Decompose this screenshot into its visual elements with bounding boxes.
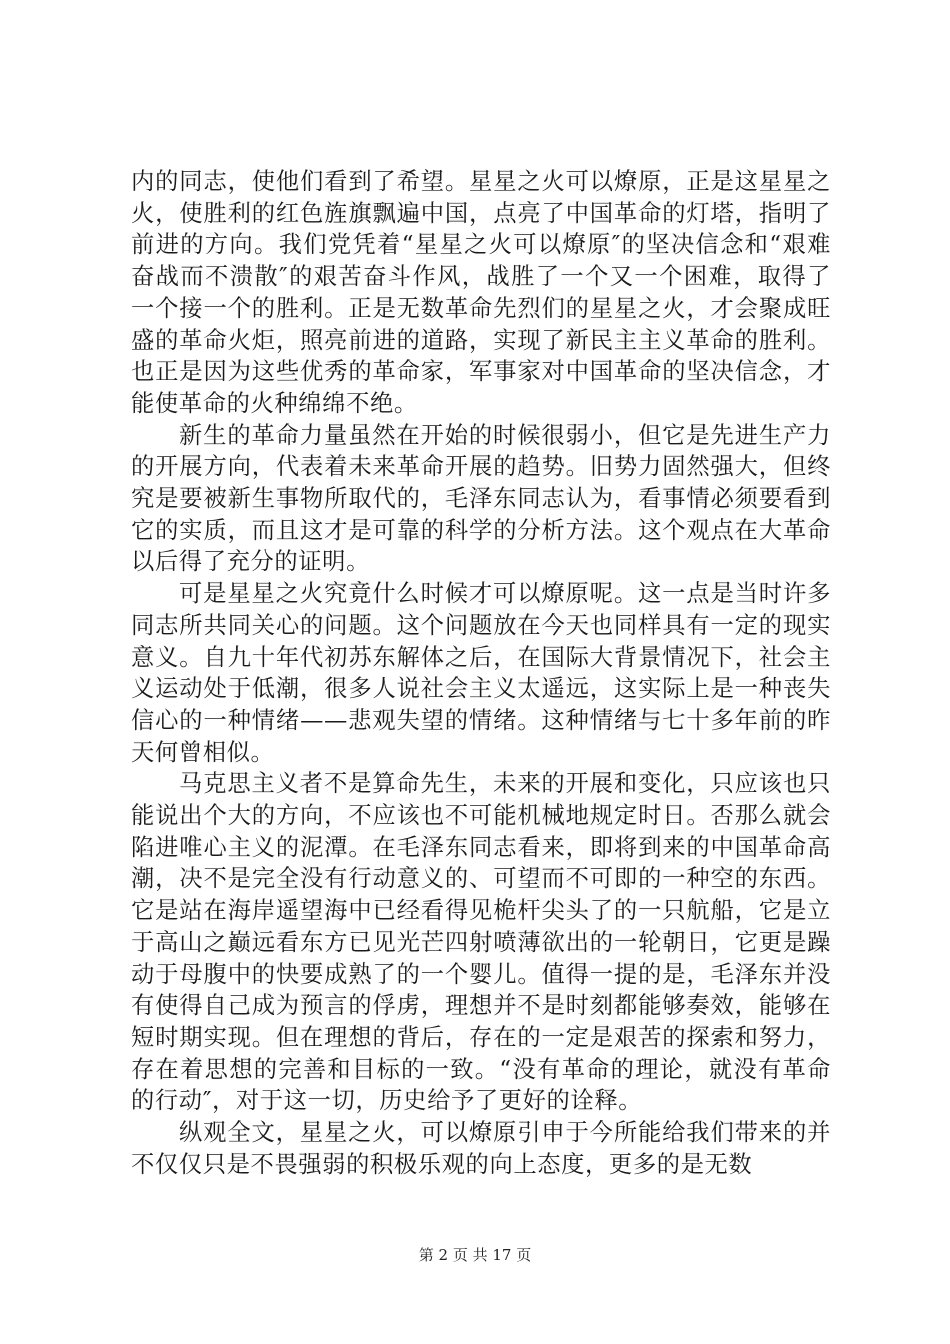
paragraph: 纵观全文，星星之火，可以燎原引申于今所能给我们带来的并不仅仅只是不畏强弱的积极乐观的向上态度，更多的是无数	[131, 1119, 831, 1178]
paragraph: 新生的革命力量虽然在开始的时候很弱小，但它是先进生产力的开展方向，代表着未来革命开展的趋势。旧势力固然强大，但终究是要被新生事物所取代的，毛泽东同志认为，看事情必须要看到它的实质，而且这才是可靠的科学的分析方法。这个观点在大革命以后得了充分的证明。	[131, 421, 831, 576]
paragraph: 可是星星之火究竟什么时候才可以燎原呢。这一点是当时许多同志所共同关心的问题。这个问题放在今天也同样具有一定的现实意义。自九十年代初苏东解体之后，在国际大背景情况下，社会主义运动处于低潮，很多人说社会主义太遥远，这实际上是一种丧失信心的一种情绪——悲观失望的情绪。这种情绪与七十多年前的昨天何曾相似。	[131, 580, 831, 766]
paragraph: 马克思主义者不是算命先生，未来的开展和变化，只应该也只能说出个大的方向，不应该也不可能机械地规定时日。否那么就会陷进唯心主义的泥潭。在毛泽东同志看来，即将到来的中国革命高潮，决不是完全没有行动意义的、可望而不可即的一种空的东西。它是站在海岸遥望海中已经看得见桅杆尖头了的一只航船，它是立于高山之巅远看东方已见光芒四射喷薄欲出的一轮朝日，它更是躁动于母腹中的快要成熟了的一个婴儿。值得一提的是，毛泽东并没有使得自己成为预言的俘虏，理想并不是时刻都能够奏效，能够在短时期实现。但在理想的背后，存在的一定是艰苦的探索和努力，存在着思想的完善和目标的一致。“没有革命的理论，就没有革命的行动″，对于这一切，历史给予了更好的诠释。	[131, 770, 831, 1115]
document-body	[131, 166, 831, 1181]
paragraph-continuation: 内的同志，使他们看到了希望。星星之火可以燎原，正是这星星之火，使胜利的红色旌旗飘遍中国，点亮了中国革命的灯塔，指明了前进的方向。我们党凭着“星星之火可以燎原″的坚决信念和“艰难奋战而不溃散″的艰苦奋斗作风，战胜了一个又一个困难，取得了一个接一个的胜利。正是无数革命先烈们的星星之火，才会聚成旺盛的革命火炬，照亮前进的道路，实现了新民主主义革命的胜利。也正是因为这些优秀的革命家，军事家对中国革命的坚决信念，才能使革命的火种绵绵不绝。	[131, 168, 831, 417]
page-number-footer: 第 2 页 共 17 页	[418, 1246, 532, 1264]
